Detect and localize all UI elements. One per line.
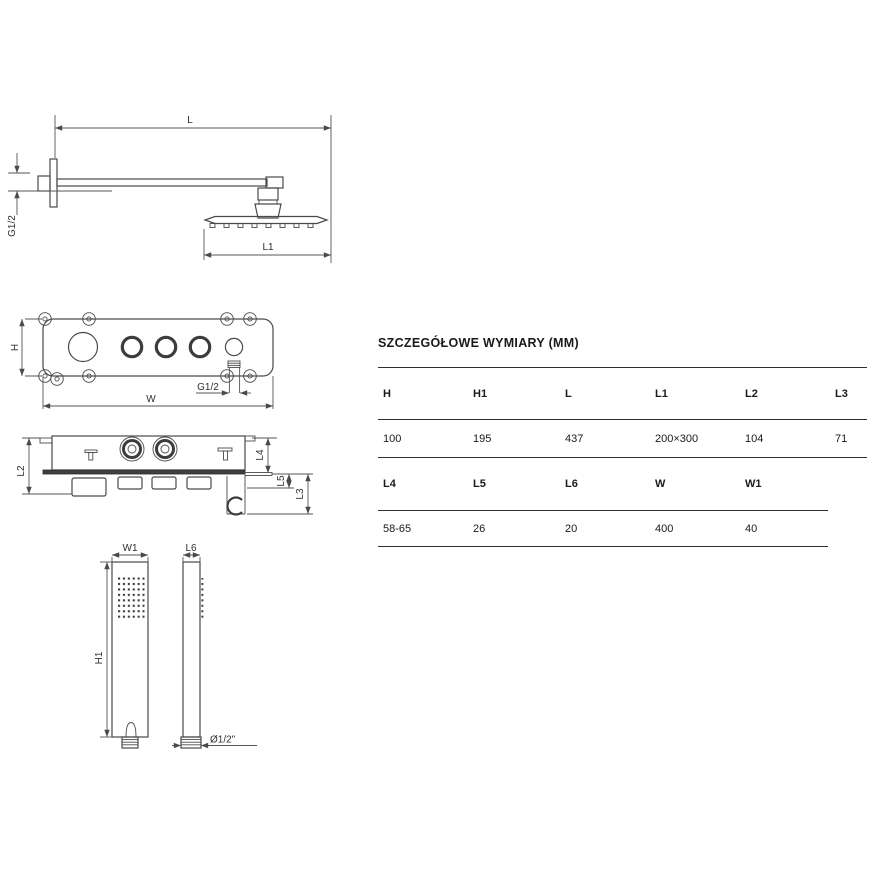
table-header-row bbox=[378, 458, 828, 511]
dim-label-G12-front: G1/2 bbox=[197, 382, 219, 393]
dim-label-L6: L6 bbox=[185, 543, 197, 554]
dim-value-cell: 20 bbox=[565, 522, 578, 535]
table-title: SZCZEGÓŁOWE WYMIARY (MM) bbox=[378, 336, 579, 350]
dim-header-cell: H1 bbox=[473, 387, 488, 400]
inlet-ports bbox=[120, 437, 177, 461]
knob-housings bbox=[72, 477, 211, 496]
dim-label-H: H bbox=[10, 343, 21, 352]
dim-value-cell: 437 bbox=[565, 432, 584, 445]
dim-header-cell: L6 bbox=[565, 478, 578, 490]
dim-header-cell: L4 bbox=[383, 478, 396, 490]
dim-label-H1: H1 bbox=[94, 651, 105, 665]
hand-shower-diagram bbox=[0, 540, 345, 770]
mounting-ears bbox=[39, 313, 257, 386]
thread-front bbox=[122, 737, 138, 748]
dim-label-G12: G1/2 bbox=[7, 215, 18, 237]
dimensions-table bbox=[378, 336, 867, 547]
table-value-row bbox=[378, 511, 828, 547]
table-header-row bbox=[378, 367, 867, 420]
dim-label-L5: L5 bbox=[276, 475, 287, 487]
dim-label-L4: L4 bbox=[255, 449, 266, 461]
dim-label-W: W bbox=[146, 394, 156, 405]
panel-side-diagram bbox=[0, 425, 345, 545]
panel-front-diagram bbox=[0, 303, 345, 421]
spray-face-profile bbox=[201, 578, 203, 621]
dim-header-cell: W1 bbox=[745, 478, 762, 490]
dim-label-diameter: Ø1/2" bbox=[210, 734, 236, 746]
dim-value-cell: 104 bbox=[745, 432, 764, 445]
thread-side bbox=[181, 737, 201, 748]
dim-value-cell: 26 bbox=[473, 522, 486, 535]
table-section-1 bbox=[378, 367, 867, 458]
dim-label-W1: W1 bbox=[122, 543, 138, 554]
face-plate bbox=[43, 470, 245, 474]
dim-value-cell: 400 bbox=[655, 522, 674, 535]
dim-header-cell: L5 bbox=[473, 478, 486, 490]
dim-label-L2: L2 bbox=[16, 465, 27, 477]
dim-value-cell: 40 bbox=[745, 522, 758, 535]
dim-value-cell: 200×300 bbox=[655, 432, 699, 445]
dim-label-L: L bbox=[187, 115, 193, 126]
dim-label-L1: L1 bbox=[262, 242, 274, 253]
handshower-holder bbox=[227, 476, 245, 515]
dim-header-cell: H bbox=[383, 387, 391, 400]
dim-header-cell: L bbox=[565, 387, 572, 400]
dim-header-cell: L2 bbox=[745, 387, 758, 400]
dim-value-cell: 195 bbox=[473, 432, 492, 445]
dim-header-cell: W bbox=[655, 478, 666, 490]
dim-value-cell: 71 bbox=[835, 432, 848, 445]
dim-value-cell: 100 bbox=[383, 432, 402, 445]
dim-header-cell: L1 bbox=[655, 387, 668, 400]
dim-header-cell: L3 bbox=[835, 387, 848, 400]
dim-value-cell: 58-65 bbox=[383, 522, 412, 535]
table-section-2 bbox=[378, 458, 828, 547]
table-value-row bbox=[378, 420, 867, 458]
dim-label-L3: L3 bbox=[295, 488, 306, 500]
shower-arm-diagram bbox=[0, 95, 345, 270]
spray-face-grid bbox=[118, 577, 145, 621]
